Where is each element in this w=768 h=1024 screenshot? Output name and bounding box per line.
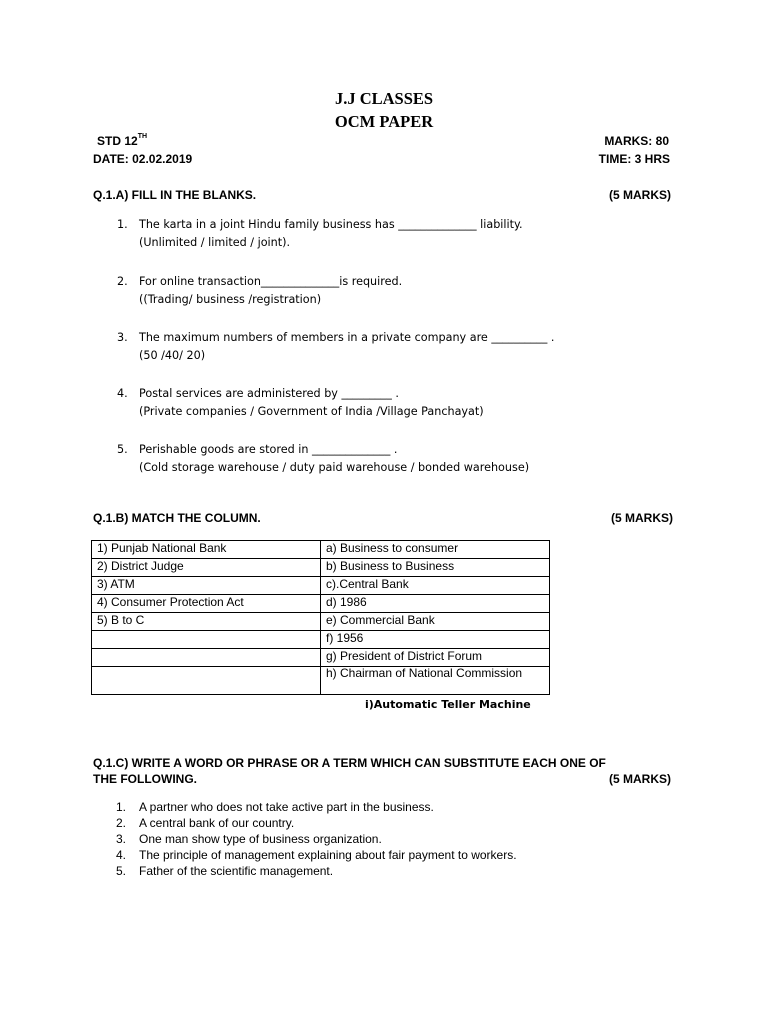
std-superscript: TH [137,133,148,140]
right-cell: f) 1956 [321,631,550,649]
item-number: 3. [117,331,128,344]
q1a-heading [93,188,671,202]
item-text: The principle of management explaining about fair payment to workers. [139,848,517,862]
item-number: 5. [117,443,128,456]
item-text: For online transaction______________is required. [139,275,403,288]
extra-match-option: i)Automatic Teller Machine [365,698,531,711]
table-row [92,541,550,559]
item-number: 1. [117,218,128,231]
left-cell: 5) B to C [92,613,321,631]
item-number: 4. [117,387,128,400]
right-cell: a) Business to consumer [321,541,550,559]
item-number: 3. [116,832,127,846]
left-cell [92,631,321,649]
left-cell: 1) Punjab National Bank [92,541,321,559]
std-text: STD 12 [97,134,138,148]
item-number: 4. [116,848,127,862]
table-row [92,667,550,695]
left-cell [92,667,321,695]
left-cell [92,649,321,667]
item-text: One man show type of business organization. [139,832,382,846]
right-cell: g) President of District Forum [321,649,550,667]
table-row [92,649,550,667]
item-text: Perishable goods are stored in ______________ . [139,443,398,456]
left-cell: 4) Consumer Protection Act [92,595,321,613]
right-cell: e) Commercial Bank [321,613,550,631]
exam-time: TIME: 3 HRS [598,152,670,166]
item-options: (Private companies / Government of India /Village Panchayat) [139,405,484,418]
q1c-marks: (5 MARKS) [609,772,671,786]
item-text: A central bank of our country. [139,816,295,830]
right-cell: d) 1986 [321,595,550,613]
item-text: The maximum numbers of members in a private company are __________ . [139,331,555,344]
q1c-title-cont: THE FOLLOWING. [93,772,197,786]
right-cell: c).Central Bank [321,577,550,595]
item-options: (50 /40/ 20) [139,349,206,362]
q1b-title: Q.1.B) MATCH THE COLUMN. [93,511,261,525]
right-cell: h) Chairman of National Commission [321,667,550,695]
left-cell: 2) District Judge [92,559,321,577]
item-options: ((Trading/ business /registration) [139,293,322,306]
item-text: A partner who does not take active part in the business. [139,800,434,814]
std-label [97,134,147,148]
paper-title: OCM PAPER [334,112,434,131]
table-row [92,595,550,613]
table-row [92,559,550,577]
item-number: 2. [116,816,127,830]
q1a-marks: (5 MARKS) [609,188,671,202]
item-number: 5. [116,864,127,878]
q1c-heading-line1: Q.1.C) WRITE A WORD OR PHRASE OR A TERM WHICH CAN SUBSTITUTE EACH ONE OF [93,756,606,770]
left-cell: 3) ATM [92,577,321,595]
item-text: Father of the scientific management. [139,864,334,878]
item-options: (Cold storage warehouse / duty paid warehouse / bonded warehouse) [139,461,530,474]
item-number: 2. [117,275,128,288]
item-text: Postal services are administered by _________ . [139,387,399,400]
exam-date: DATE: 02.02.2019 [93,152,193,166]
table-row [92,631,550,649]
table-row [92,577,550,595]
item-number: 1. [116,800,127,814]
right-cell: b) Business to Business [321,559,550,577]
item-text: The karta in a joint Hindu family business has ______________ liability. [139,218,523,231]
school-name: J.J CLASSES [334,89,434,108]
q1c-heading-line2 [93,772,671,786]
table-row [92,613,550,631]
item-options: (Unlimited / limited / joint). [139,236,291,249]
q1b-heading [93,511,673,525]
match-table [91,540,550,695]
q1b-marks: (5 MARKS) [611,511,673,525]
total-marks: MARKS: 80 [604,134,669,148]
q1a-title: Q.1.A) FILL IN THE BLANKS. [93,188,257,202]
